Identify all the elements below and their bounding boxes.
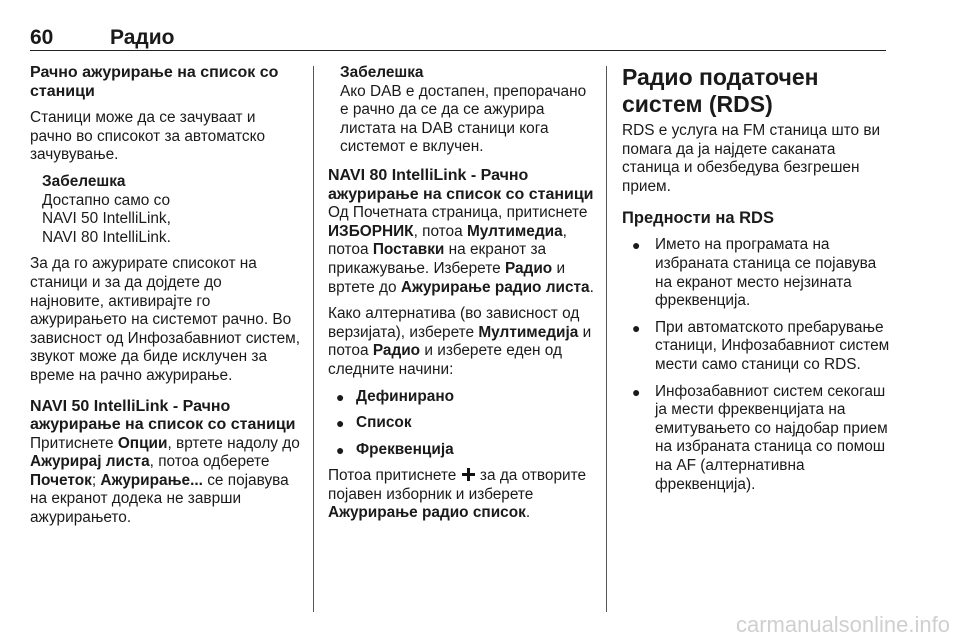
- note-line: NAVI 80 IntelliLink.: [42, 228, 171, 246]
- list-item: ● Список: [336, 414, 412, 432]
- note-line: Достапно само со: [42, 191, 171, 209]
- column-divider: [313, 66, 314, 612]
- section-heading: Рачно ажурирање на список со станици: [30, 64, 279, 100]
- list-item: ● При автоматското пребарување станици, Инфозабавниот систем мести само станици со RDS.: [632, 318, 890, 373]
- paragraph: Како алтернатива (во зависност од верзијата), изберете Мултимедија и потоа Радио и изберете еден од следните начини:: [328, 305, 592, 378]
- subsection-heading: Предности на RDS: [622, 209, 774, 228]
- paragraph: Станици може да се зачуваат и рачно во списокот за автоматско зачувување.: [30, 109, 266, 164]
- note-box: [340, 64, 596, 157]
- column-right: [622, 64, 890, 502]
- section-heading: Радио податочен систем (RDS): [622, 64, 819, 117]
- paragraph: Од Почетната страница, притиснете ИЗБОРНИК, потоа Мултимедиа, потоа Поставки на екранот за прикажување. Изберете Радио и вртете до Ажурирање радио листа.: [328, 204, 594, 296]
- column-left: [30, 64, 300, 536]
- column-middle: [328, 64, 596, 531]
- list-item: ● Фреквенција: [336, 440, 454, 458]
- paragraph: RDS е услуга на FM станица што ви помага да ја најдете саканата станица и обезбедува безгрешен прием.: [622, 122, 881, 195]
- page-header: [30, 26, 886, 51]
- list-item: ● Инфозабавниот систем секогаш ја мести фреквенцијата на емитувањето со најдобар прием на избраната станица со помош на AF (алтернативна фреквенција).: [632, 382, 888, 493]
- subsection-heading: NAVI 50 IntelliLink - Рачно ажурирање на список со станици: [30, 397, 296, 434]
- paragraph: Притиснете Опции, вртете надолу до Ажурирај листа, потоа одберете Почеток; Ажурирање... се појавува на екранот додека не заврши ажурирањето.: [30, 434, 300, 527]
- note-title: Забелешка: [42, 172, 126, 190]
- note-line: NAVI 50 IntelliLink,: [42, 210, 171, 228]
- section-title: Радио: [110, 26, 175, 49]
- option-list: [328, 388, 596, 460]
- paragraph: Потоа притиснете за да отворите појавен изборник и изберете Ажурирање радио список.: [328, 467, 587, 522]
- list-item: ● Дефинирано: [336, 387, 455, 405]
- subsection-heading: NAVI 80 IntelliLink - Рачно ажурирање на список со станици: [328, 166, 594, 203]
- watermark: carmanualsonline.info: [735, 612, 950, 637]
- plus-icon: [462, 468, 475, 481]
- list-item: ● Името на програмата на избраната станица се појавува на екранот место нејзината фреквенција.: [632, 236, 877, 310]
- column-divider: [606, 66, 607, 612]
- note-text: Ако DAB е достапен, препорачано е рачно да се да се ажурира листата на DAB станици кога системот е вклучен.: [340, 82, 587, 156]
- benefits-list: [622, 236, 890, 494]
- page-number: 60: [30, 26, 54, 49]
- note-title: Забелешка: [340, 64, 424, 81]
- paragraph: За да го ажурирате списокот на станици и за да дојдете до најновите, активирајте го ажурирањето на системот рачно. Во зависност од Инфозабавниот систем, звукот може да биде исклучен за време на рачно ажурирање.: [30, 255, 300, 384]
- note-box: [42, 173, 300, 247]
